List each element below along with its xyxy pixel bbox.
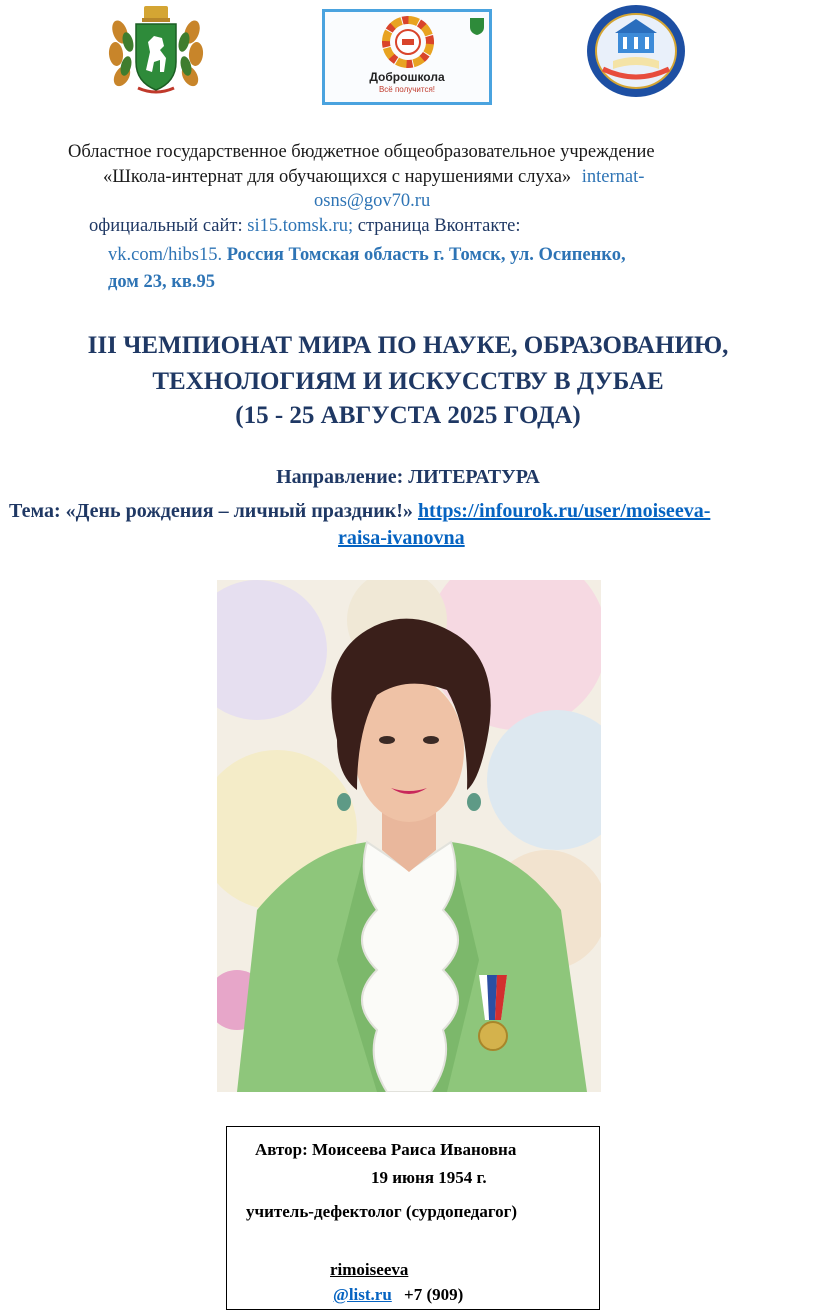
profile-link-part1[interactable]: https://infourok.ru/user/moiseeva- [417,500,711,522]
title-line-3: (15 - 25 АВГУСТА 2025 ГОДА) [235,402,581,429]
author-birth-date: 19 июня 1954 г. [371,1168,487,1187]
theme-line [9,500,710,523]
title-line-1: III ЧЕМПИОНАТ МИРА ПО НАУКЕ, ОБРАЗОВАНИЮ, [87,332,729,359]
dobroshkola-slogan: Всё получится! [378,85,436,94]
dobroshkola-name: Доброшкола [369,70,445,84]
school-name: «Школа-интернат для обучающихся с нарушениями слуха» [103,167,572,187]
author-contact-line [333,1285,463,1305]
vk-address-line [108,243,626,267]
title-line-2: ТЕХНОЛОГИЯМ И ИСКУССТВУ В ДУБАЕ [152,368,664,395]
direction-label: Направление: ЛИТЕРАТУРА [276,466,540,488]
profile-link-part2[interactable]: raisa-ivanovna [338,527,465,549]
author-position: учитель-дефектолог (сурдопедагог) [246,1202,518,1221]
email-part2[interactable]: osns@gov70.ru [314,191,431,211]
institution-line: Областное государственное бюджетное общеобразовательное учреждение [68,142,655,162]
author-phone: +7 (909) [404,1285,464,1304]
website-label: официальный сайт: [89,216,243,236]
website-link[interactable]: si15.tomsk.ru; [247,216,354,236]
address-part2: дом 23, кв.95 [108,272,216,292]
dobroshkola-logo [322,9,492,105]
tomsk-region-coat-of-arms-logo [108,2,204,96]
author-email-part2[interactable]: @list.ru [333,1285,392,1304]
author-name: Автор: Моисеева Раиса Ивановна [255,1140,517,1159]
small-coat-of-arms-icon [468,16,486,36]
vk-link[interactable]: vk.com/hibs15. [108,245,223,265]
vk-label: страница Вконтакте: [357,216,521,236]
website-line [89,214,521,238]
theme-label: Тема: «День рождения – личный праздник!» [9,500,413,522]
email-part1[interactable]: internat- [581,167,645,187]
address-part1: Россия Томская область г. Томск, ул. Осипенко, [226,245,626,265]
school-emblem-logo [585,3,687,99]
institution-name-line [103,165,644,189]
author-info-box [226,1126,600,1310]
dobroshkola-emblem-icon [382,16,434,68]
author-portrait-photo [217,580,601,1092]
author-email-part1[interactable]: rimoiseeva [330,1260,409,1279]
